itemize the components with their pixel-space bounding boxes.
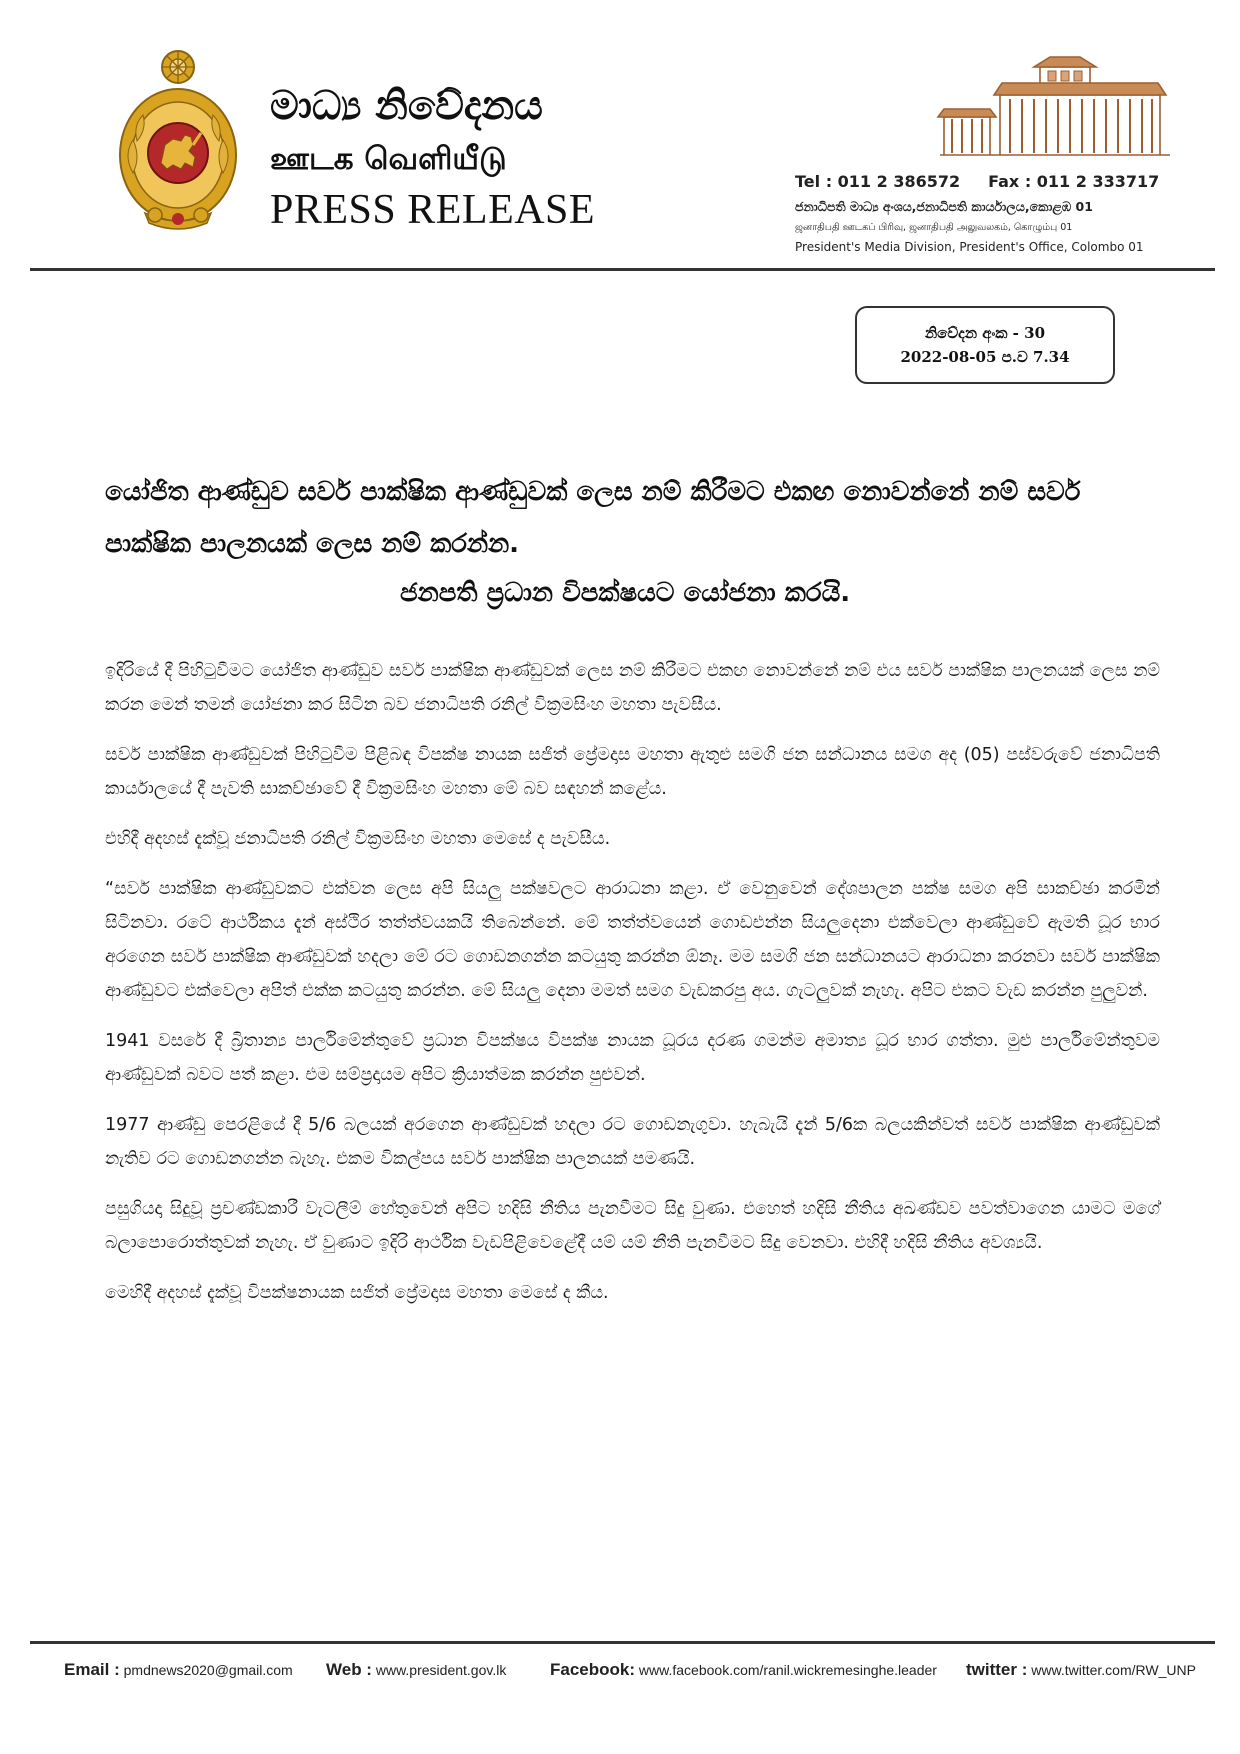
paragraph: එහිදී අදහස් දැක්වූ ජනාධිපති රනිල් වික්‍රමසිංහ මහතා මෙසේ ද පැවසීය. bbox=[105, 829, 611, 849]
release-number: නිවේදන අංක - 30 bbox=[924, 324, 1046, 342]
masthead-sinhala: මාධ්‍ය නිවේදනය bbox=[270, 83, 543, 129]
paragraph: 1977 ආණ්ඩු පෙරළියේ දී 5/6 බලයක් අරගෙන ආණ්ඩුවක් හදලා රට ගොඩනැගුවා. හැබැයි දැන් 5/6ක බලයකින්වත් සර්ව පාක්ෂික ආණ්ඩුවක් නැතිව රට ගොඩනගන්න බැහැ. එකම විකල්පය සර්ව පාක්ෂික පාලනයක් පමණයි. bbox=[105, 1115, 1160, 1169]
paragraph: “සර්ව පාක්ෂික ආණ්ඩුවකට එක්වන ලෙස අපි සියලු පක්ෂවලට ආරාධනා කළා. ඒ වෙනුවෙන් දේශපාලන පක්ෂ සමග අපි සාකච්ඡා කරමින් සිටිනවා. රටේ ආර්ථිකය දැන් අස්ථිර තත්ත්වයකයි තිබෙන්නේ. මේ තත්ත්වයෙන් ගොඩඑන්න සියලුදෙනා එක්වෙලා ආණ්ඩුවේ ඇමති ධූර භාර අරගෙන සර්ව පාක්ෂික ආණ්ඩුවක් හදලා මේ රට ගොඩනගන්න කටයුතු කරන්න ඕනෑ. මම සමගි ජන සන්ධානයට ආරාධනා කරනවා සර්ව පාක්ෂික ආණ්ඩුවට එක්වෙලා අපිත් එක්ක කටයුතු කරන්න. මේ සියලු දෙනා මමත් සමග වැඩකරපු අය. ගැටලුවක් නැහැ. අපිට එකට වැඩ කරන්න පුලුවන්. bbox=[105, 879, 1160, 1001]
web-link[interactable]: www.president.gov.lk bbox=[375, 1662, 507, 1678]
email-label: Email : bbox=[64, 1660, 120, 1679]
facebook-label: Facebook: bbox=[550, 1660, 636, 1679]
web-label: Web : bbox=[326, 1660, 372, 1679]
paragraph: පසුගියදා සිදුවූ ප්‍රචණ්ඩකාරී වැටලීම් හේතුවෙන් අපිට හදිසි නීතිය පැනවීමට සිදු වුණා. එහෙත් හදිසි නීතිය අඛණ්ඩව පවත්වාගෙන යාමට මගේ බලාපොරොත්තුවක් නැහැ. ඒ වුණාට ඉදිරි ආර්ථික වැඩපිළිවෙළේදී යම් යම් නීති පැනවීමට සිදු වෙනවා. එහිදී හදිසි නීතිය අවශ්‍යයි. bbox=[105, 1199, 1160, 1253]
paragraph: ඉදිරියේ දී පිහිටුවීමට යෝජිත ආණ්ඩුව සර්ව පාක්ෂික ආණ්ඩුවක් ලෙස නම් කිරීමට එකඟ නොවන්නේ නම් එය සර්ව පාක්ෂික පාලනයක් ලෙස නම් කරන මෙන් තමන් යෝජනා කර සිටින බව ජනාධිපති රනිල් වික්‍රමසිංහ මහතා පැවසීය. bbox=[105, 661, 1160, 715]
footer-divider bbox=[30, 1641, 1215, 1644]
header-divider bbox=[30, 268, 1215, 271]
masthead-english: PRESS RELEASE bbox=[270, 187, 596, 233]
presidents-office-building-illustration bbox=[930, 55, 1180, 163]
footer-twitter bbox=[966, 1660, 1196, 1680]
subheadline: ජනපති ප්‍රධාන විපක්ෂයට යෝජනා කරයි. bbox=[400, 578, 851, 608]
article-body bbox=[105, 654, 1160, 1326]
paragraph: සර්ව පාක්ෂික ආණ්ඩුවක් පිහිටුවීම පිළිබඳ විපක්ෂ නායක සජිත් ප්‍රේමදාස මහතා ඇතුළු සමගි ජන සන්ධානය සමග අද (05) පස්වරුවේ ජනාධිපති කාර්යාලයේ දී පැවති සාකච්ඡාවේ දී වික්‍රමසිංහ මහතා මේ බව සඳහන් කළේය. bbox=[105, 745, 1160, 799]
sri-lanka-emblem-logo bbox=[115, 45, 241, 231]
footer-facebook bbox=[550, 1660, 937, 1680]
email-link[interactable]: pmdnews2020@gmail.com bbox=[123, 1662, 293, 1678]
paragraph: 1941 වසරේ දී බ්‍රිතාන්‍ය පාර්ලිමේන්තුවේ ප්‍රධාන විපක්ෂය විපක්ෂ නායක ධූරය දරණ ගමන්ම අමාත්‍ය ධූර භාර ගත්තා. මුළු පාර්ලිමේන්තුවම ආණ්ඩුවක් බවට පත් කළා. එම සම්ප්‍රදායම අපිට ක්‍රියාත්මක කරන්න පුළුවන්. bbox=[105, 1031, 1160, 1085]
footer-web bbox=[326, 1660, 506, 1680]
release-reference-box bbox=[855, 306, 1115, 384]
twitter-link[interactable]: www.twitter.com/RW_UNP bbox=[1031, 1662, 1196, 1678]
contact-block bbox=[795, 172, 1195, 254]
address-english: President's Media Division, President's Office, Colombo 01 bbox=[795, 240, 1144, 254]
twitter-label: twitter : bbox=[966, 1660, 1028, 1679]
headline: යෝජිත ආණ්ඩුව සර්ව පාක්ෂික ආණ්ඩුවක් ලෙස නම් කිරීමට එකඟ නොවන්නේ නම් සර්ව පාක්ෂික පාලනයක් ලෙස නම් කරන්න. bbox=[105, 477, 1081, 559]
masthead bbox=[270, 83, 596, 233]
facebook-link[interactable]: www.facebook.com/ranil.wickremesinghe.leader bbox=[638, 1662, 937, 1678]
footer-email bbox=[64, 1660, 293, 1680]
telephone-number: Tel : 011 2 386572 bbox=[795, 172, 961, 191]
address-sinhala: ජනාධිපති මාධ්‍ය අංශය,ජනාධිපති කාර්යාලය,කොළඹ 01 bbox=[795, 199, 1093, 214]
fax-number: Fax : 011 2 333717 bbox=[988, 172, 1160, 191]
address-tamil: ஜனாதிபதி ஊடகப் பிரிவு, ஜனாதிபதி அலுவலகம், கொழும்பு 01 bbox=[795, 222, 1073, 233]
release-datetime: 2022-08-05 ප.ව 7.34 bbox=[900, 348, 1070, 366]
paragraph: මෙහිදී අදහස් දැක්වූ විපක්ෂනායක සජිත් ප්‍රේමදාස මහතා මෙසේ ද කීය. bbox=[105, 1283, 609, 1303]
masthead-tamil: ஊடக வெளியீடு bbox=[270, 141, 507, 177]
